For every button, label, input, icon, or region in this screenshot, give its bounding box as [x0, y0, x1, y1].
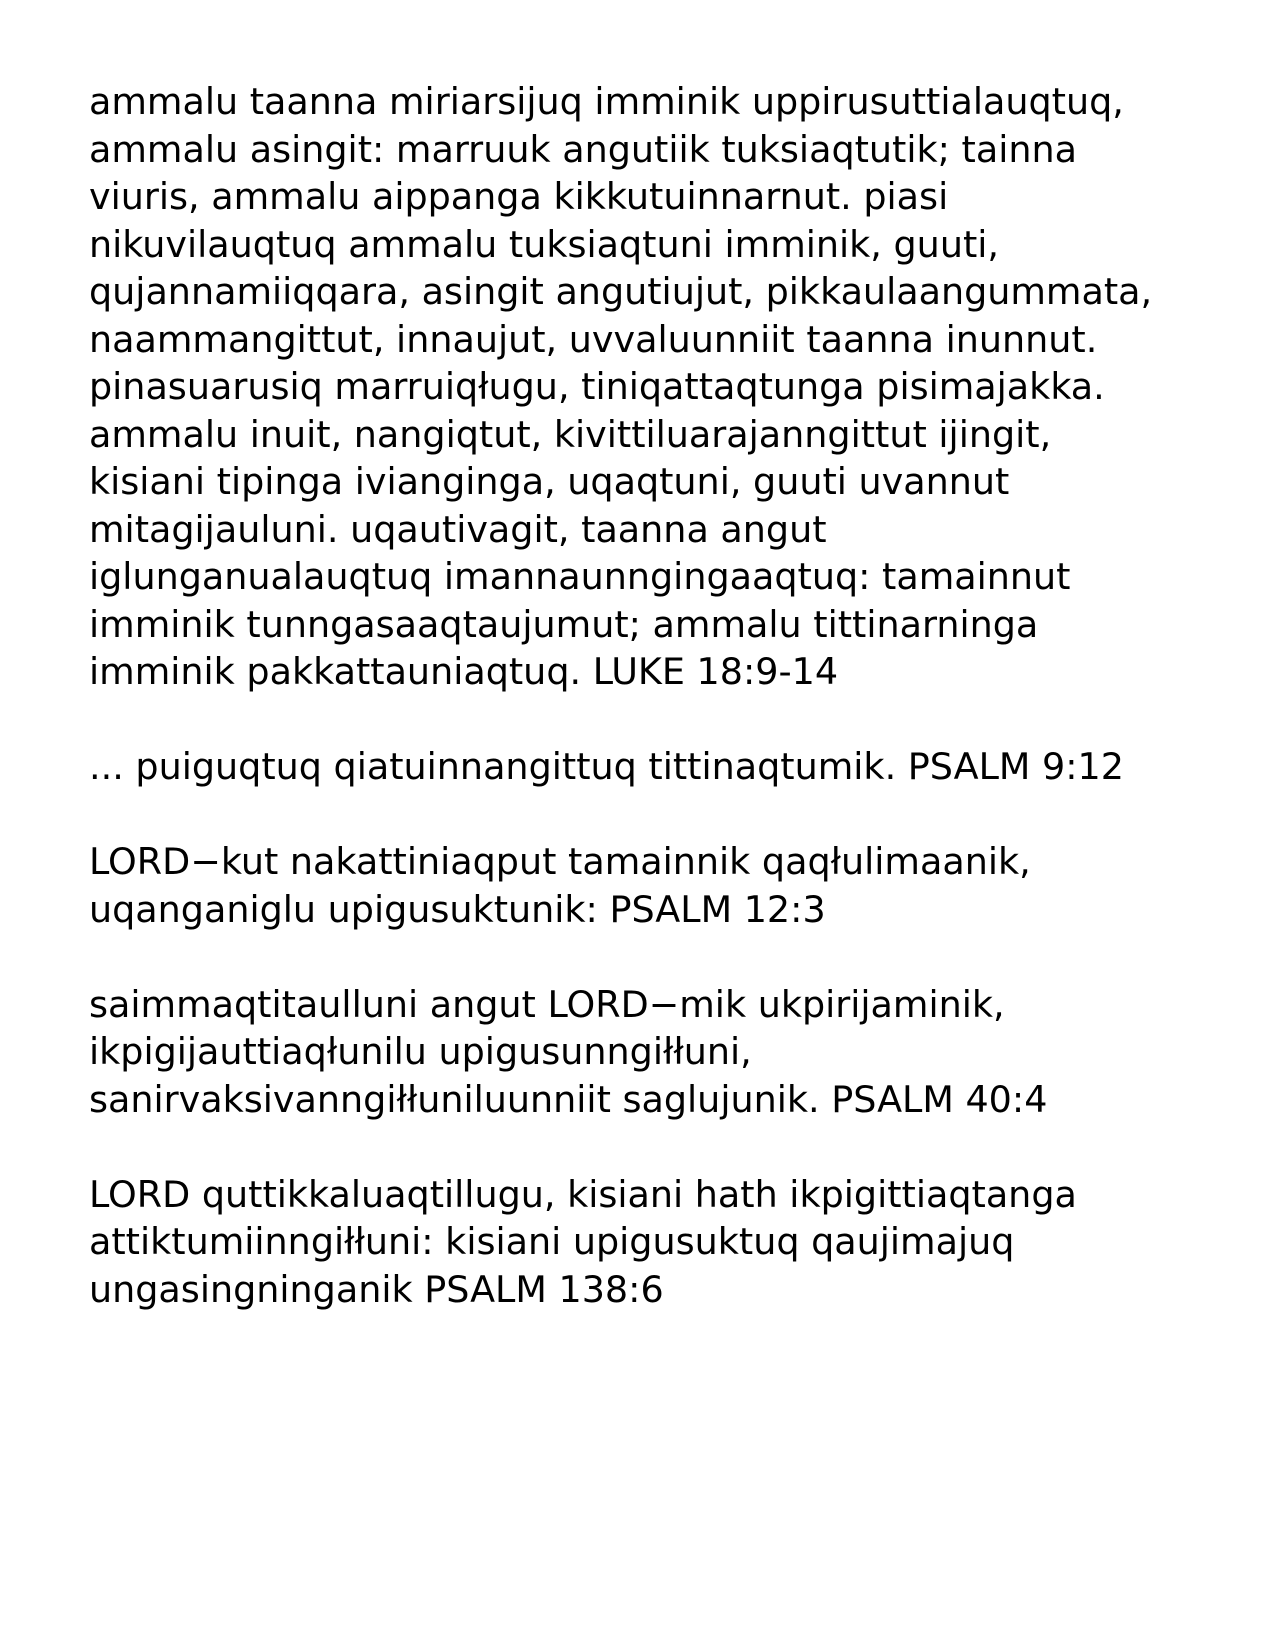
text-line: sanirvaksivanngiłłuniluunniit saglujunik. PSALM 40:4	[89, 1077, 1048, 1121]
text-line: pinasuarusiq marruiqługu, tiniqattaqtunga pisimajakka.	[89, 365, 1105, 408]
text-line: ammalu asingit: marruuk angutiik tuksiaqtutik; tainna	[89, 127, 1077, 171]
text-line: ... puiguqtuq qiatuinnangittuq tittinaqtumik. PSALM 9:12	[89, 745, 1124, 788]
text-line: attiktumiinngiłłuni: kisiani upigusuktuq qaujimajuq	[89, 1220, 1015, 1263]
text-line: ikpigijauttiaqłunilu upigusunngiłłuni,	[89, 1030, 752, 1073]
text-line: imminik pakkattauniaqtuq. LUKE 18:9-14	[89, 650, 839, 693]
text-line: mitagijauluni. uqautivagit, taanna angut	[89, 507, 827, 551]
text-line: uqanganiglu upigusuktunik: PSALM 12:3	[89, 887, 826, 931]
text-line: nikuvilauqtuq ammalu tuksiaqtuni imminik, guuti,	[89, 222, 1000, 266]
text-line: ammalu taanna miriarsijuq imminik uppirusuttialauqtuq,	[89, 80, 1124, 123]
text-line: ammalu inuit, nangiqtut, kivittiluarajanngittut ijingit,	[89, 412, 1052, 456]
text-line: ungasingninganik PSALM 138:6	[89, 1267, 664, 1311]
text-line: qujannamiiqqara, asingit angutiujut, pikkaulaangummata,	[89, 270, 1153, 313]
paragraph-psalm-40	[89, 981, 1209, 1124]
text-line: saimmaqtitaulluni angut LORD−mik ukpirijaminik,	[89, 982, 1005, 1026]
text-line: naammangittut, innaujut, uvvaluunniit taanna inunnut.	[89, 317, 1098, 361]
paragraph-psalm-12	[89, 838, 1209, 933]
document-page	[89, 78, 1209, 1361]
text-line: iglunganualauqtuq imannaunngingaaqtuq: tamainnut	[89, 555, 1071, 598]
text-line: imminik tunngasaaqtaujumut; ammalu tittinarninga	[89, 602, 1039, 646]
text-line: kisiani tipinga ivianginga, uqaqtuni, guuti uvannut	[89, 460, 1010, 503]
text-line: LORD quttikkaluaqtillugu, kisiani hath ikpigittiaqtanga	[89, 1172, 1077, 1216]
paragraph-luke-18	[89, 78, 1209, 696]
paragraph-psalm-138	[89, 1171, 1209, 1314]
text-line: viuris, ammalu aippanga kikkutuinnarnut. piasi	[89, 175, 949, 218]
paragraph-psalm-9	[89, 743, 1209, 791]
text-line: LORD−kut nakattiniaqput tamainnik qaqłulimaanik,	[89, 840, 1031, 883]
